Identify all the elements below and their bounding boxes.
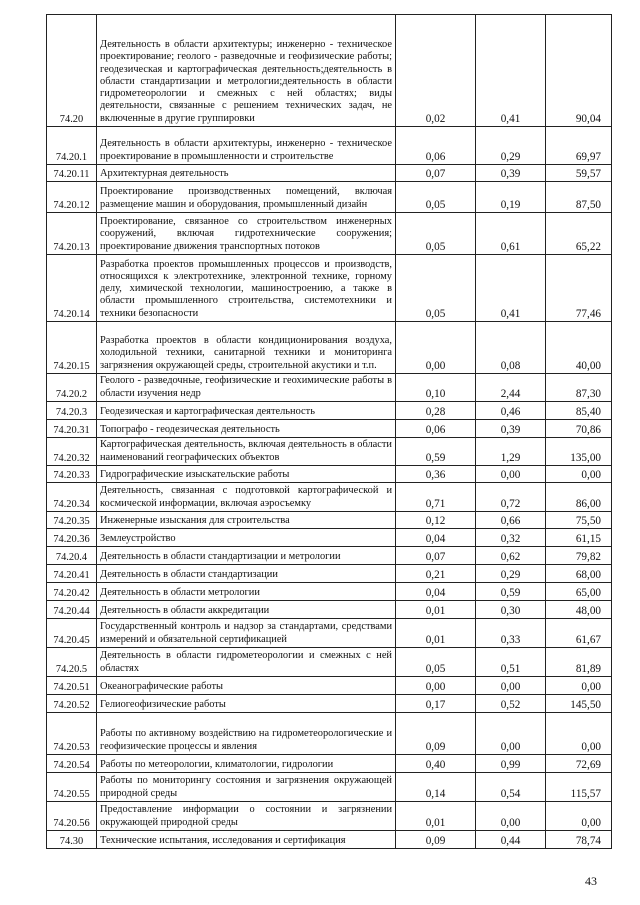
row-description: Деятельность в области гидрометеорологии и смежных с ней областях	[97, 648, 396, 677]
value-col2: 0,00	[476, 802, 546, 831]
table-row	[47, 619, 612, 648]
value-col1: 0,04	[396, 583, 476, 601]
value-col2: 2,44	[476, 374, 546, 402]
value-col3: 0,00	[546, 802, 612, 831]
value-col1: 0,71	[396, 483, 476, 512]
value-col3: 48,00	[546, 601, 612, 619]
table-row	[47, 831, 612, 849]
value-col3: 0,00	[546, 466, 612, 483]
value-col1: 0,04	[396, 529, 476, 547]
table-row	[47, 695, 612, 713]
value-col2: 0,41	[476, 15, 546, 127]
value-col3: 85,40	[546, 402, 612, 420]
row-code: 74.20.5	[47, 648, 97, 677]
row-code: 74.20.2	[47, 374, 97, 402]
row-description: Разработка проектов в области кондиционирования воздуха, холодильной техники, санитарной техники и мониторинга загрязнения окружающей среды, строительной акустики и т.п.	[97, 322, 396, 374]
value-col3: 68,00	[546, 565, 612, 583]
table-row	[47, 438, 612, 466]
row-description: Инженерные изыскания для строительства	[97, 512, 396, 529]
value-col2: 0,41	[476, 255, 546, 322]
row-code: 74.20.3	[47, 402, 97, 420]
row-description: Картографическая деятельность, включая деятельность в области наименований географических объектов	[97, 438, 396, 466]
value-col2: 0,39	[476, 165, 546, 182]
row-code: 74.20.33	[47, 466, 97, 483]
row-code: 74.20.13	[47, 213, 97, 255]
row-description: Архитектурная деятельность	[97, 165, 396, 182]
row-code: 74.20.11	[47, 165, 97, 182]
row-description: Предоставление информации о состоянии и загрязнении окружающей природной среды	[97, 802, 396, 831]
row-code: 74.20.53	[47, 713, 97, 755]
value-col1: 0,14	[396, 773, 476, 802]
table-row	[47, 466, 612, 483]
value-col3: 87,30	[546, 374, 612, 402]
row-description: Геолого - разведочные, геофизические и геохимические работы в области изучения недр	[97, 374, 396, 402]
value-col2: 0,39	[476, 420, 546, 438]
value-col2: 0,59	[476, 583, 546, 601]
value-col1: 0,07	[396, 165, 476, 182]
value-col1: 0,05	[396, 255, 476, 322]
table-row	[47, 420, 612, 438]
value-col1: 0,28	[396, 402, 476, 420]
value-col1: 0,59	[396, 438, 476, 466]
row-code: 74.20	[47, 15, 97, 127]
value-col2: 0,00	[476, 713, 546, 755]
table-row	[47, 547, 612, 565]
table-row	[47, 255, 612, 322]
table-row	[47, 213, 612, 255]
table-row	[47, 755, 612, 773]
row-code: 74.20.56	[47, 802, 97, 831]
value-col2: 0,30	[476, 601, 546, 619]
value-col2: 0,29	[476, 565, 546, 583]
value-col1: 0,07	[396, 547, 476, 565]
value-col3: 69,97	[546, 127, 612, 165]
table-body	[47, 15, 612, 849]
value-col2: 0,66	[476, 512, 546, 529]
row-code: 74.20.1	[47, 127, 97, 165]
value-col1: 0,00	[396, 322, 476, 374]
value-col2: 0,52	[476, 695, 546, 713]
row-code: 74.30	[47, 831, 97, 849]
value-col1: 0,06	[396, 127, 476, 165]
row-description: Работы по активному воздействию на гидрометеорологические и геофизические процессы и явления	[97, 713, 396, 755]
value-col3: 40,00	[546, 322, 612, 374]
value-col3: 115,57	[546, 773, 612, 802]
value-col3: 79,82	[546, 547, 612, 565]
value-col2: 1,29	[476, 438, 546, 466]
value-col1: 0,01	[396, 802, 476, 831]
value-col3: 135,00	[546, 438, 612, 466]
row-code: 74.20.51	[47, 677, 97, 695]
value-col3: 70,86	[546, 420, 612, 438]
value-col1: 0,17	[396, 695, 476, 713]
row-description: Деятельность в области метрологии	[97, 583, 396, 601]
value-col1: 0,02	[396, 15, 476, 127]
value-col2: 0,32	[476, 529, 546, 547]
table-row	[47, 677, 612, 695]
value-col1: 0,01	[396, 601, 476, 619]
table-row	[47, 402, 612, 420]
row-code: 74.20.41	[47, 565, 97, 583]
value-col2: 0,61	[476, 213, 546, 255]
value-col3: 86,00	[546, 483, 612, 512]
row-description: Деятельность в области архитектуры, инженерно - техническое проектирование в промышленности и строительстве	[97, 127, 396, 165]
row-description: Гидрографические изыскательские работы	[97, 466, 396, 483]
row-description: Деятельность в области аккредитации	[97, 601, 396, 619]
value-col3: 61,67	[546, 619, 612, 648]
value-col2: 0,62	[476, 547, 546, 565]
value-col3: 0,00	[546, 713, 612, 755]
value-col1: 0,09	[396, 713, 476, 755]
value-col2: 0,19	[476, 182, 546, 213]
value-col3: 72,69	[546, 755, 612, 773]
row-code: 74.20.12	[47, 182, 97, 213]
row-code: 74.20.35	[47, 512, 97, 529]
value-col2: 0,72	[476, 483, 546, 512]
row-description: Деятельность в области архитектуры; инженерно - техническое проектирование; геолого - разведочные и геофизические работы; геодезическая и картографическая деятельность;деятельность в области стандартизации и метрологии;деятельность в области гидрометеорологии и смежных с ней областях; виды деятельности, связанные с решением технических задач, не включенные в другие группировки	[97, 15, 396, 127]
row-description: Технические испытания, исследования и сертификация	[97, 831, 396, 849]
row-description: Топографо - геодезическая деятельность	[97, 420, 396, 438]
row-description: Геодезическая и картографическая деятельность	[97, 402, 396, 420]
value-col3: 65,22	[546, 213, 612, 255]
row-description: Работы по мониторингу состояния и загрязнения окружающей природной среды	[97, 773, 396, 802]
row-description: Работы по метеорологии, климатологии, гидрологии	[97, 755, 396, 773]
row-code: 74.20.52	[47, 695, 97, 713]
value-col2: 0,33	[476, 619, 546, 648]
row-description: Деятельность, связанная с подготовкой картографической и космической информации, включая аэросъемку	[97, 483, 396, 512]
row-code: 74.20.42	[47, 583, 97, 601]
value-col1: 0,00	[396, 677, 476, 695]
table-row	[47, 713, 612, 755]
value-col1: 0,01	[396, 619, 476, 648]
row-code: 74.20.14	[47, 255, 97, 322]
row-description: Государственный контроль и надзор за стандартами, средствами измерений и обязательной сертификацией	[97, 619, 396, 648]
row-code: 74.20.44	[47, 601, 97, 619]
table-row	[47, 529, 612, 547]
value-col1: 0,10	[396, 374, 476, 402]
value-col2: 0,51	[476, 648, 546, 677]
value-col3: 78,74	[546, 831, 612, 849]
row-description: Проектирование производственных помещений, включая размещение машин и оборудования, промышленный дизайн	[97, 182, 396, 213]
table-row	[47, 182, 612, 213]
value-col1: 0,05	[396, 182, 476, 213]
value-col1: 0,09	[396, 831, 476, 849]
value-col2: 0,46	[476, 402, 546, 420]
row-code: 74.20.36	[47, 529, 97, 547]
table-row	[47, 802, 612, 831]
table-row	[47, 512, 612, 529]
table-row	[47, 565, 612, 583]
table-row	[47, 322, 612, 374]
value-col2: 0,99	[476, 755, 546, 773]
value-col1: 0,05	[396, 648, 476, 677]
table-row	[47, 773, 612, 802]
page-number: 43	[585, 874, 597, 888]
row-description: Океанографические работы	[97, 677, 396, 695]
value-col2: 0,00	[476, 466, 546, 483]
data-table	[46, 14, 612, 849]
row-code: 74.20.55	[47, 773, 97, 802]
value-col2: 0,29	[476, 127, 546, 165]
row-description: Разработка проектов промышленных процессов и производств, относящихся к электротехнике, электронной технике, горному делу, химической технологии, машиностроению, а также в области промышленного строительства, системотехники и техники безопасности	[97, 255, 396, 322]
value-col1: 0,05	[396, 213, 476, 255]
value-col1: 0,21	[396, 565, 476, 583]
row-code: 74.20.31	[47, 420, 97, 438]
value-col3: 77,46	[546, 255, 612, 322]
table-row	[47, 165, 612, 182]
table-row	[47, 583, 612, 601]
table-row	[47, 127, 612, 165]
row-description: Деятельность в области стандартизации	[97, 565, 396, 583]
value-col3: 61,15	[546, 529, 612, 547]
value-col1: 0,12	[396, 512, 476, 529]
table-row	[47, 601, 612, 619]
row-description: Деятельность в области стандартизации и метрологии	[97, 547, 396, 565]
row-code: 74.20.32	[47, 438, 97, 466]
value-col3: 0,00	[546, 677, 612, 695]
table-row	[47, 374, 612, 402]
value-col3: 65,00	[546, 583, 612, 601]
value-col1: 0,40	[396, 755, 476, 773]
value-col2: 0,08	[476, 322, 546, 374]
value-col2: 0,44	[476, 831, 546, 849]
row-description: Гелиогеофизические работы	[97, 695, 396, 713]
value-col1: 0,36	[396, 466, 476, 483]
row-description: Проектирование, связанное со строительством инженерных сооружений, включая гидротехнические сооружения; проектирование движения транспортных потоков	[97, 213, 396, 255]
value-col1: 0,06	[396, 420, 476, 438]
value-col3: 90,04	[546, 15, 612, 127]
value-col3: 145,50	[546, 695, 612, 713]
row-description: Землеустройство	[97, 529, 396, 547]
value-col3: 81,89	[546, 648, 612, 677]
value-col3: 59,57	[546, 165, 612, 182]
value-col2: 0,54	[476, 773, 546, 802]
value-col3: 75,50	[546, 512, 612, 529]
row-code: 74.20.34	[47, 483, 97, 512]
value-col3: 87,50	[546, 182, 612, 213]
table-row	[47, 648, 612, 677]
value-col2: 0,00	[476, 677, 546, 695]
row-code: 74.20.54	[47, 755, 97, 773]
table-row	[47, 483, 612, 512]
table-row	[47, 15, 612, 127]
row-code: 74.20.4	[47, 547, 97, 565]
row-code: 74.20.45	[47, 619, 97, 648]
row-code: 74.20.15	[47, 322, 97, 374]
